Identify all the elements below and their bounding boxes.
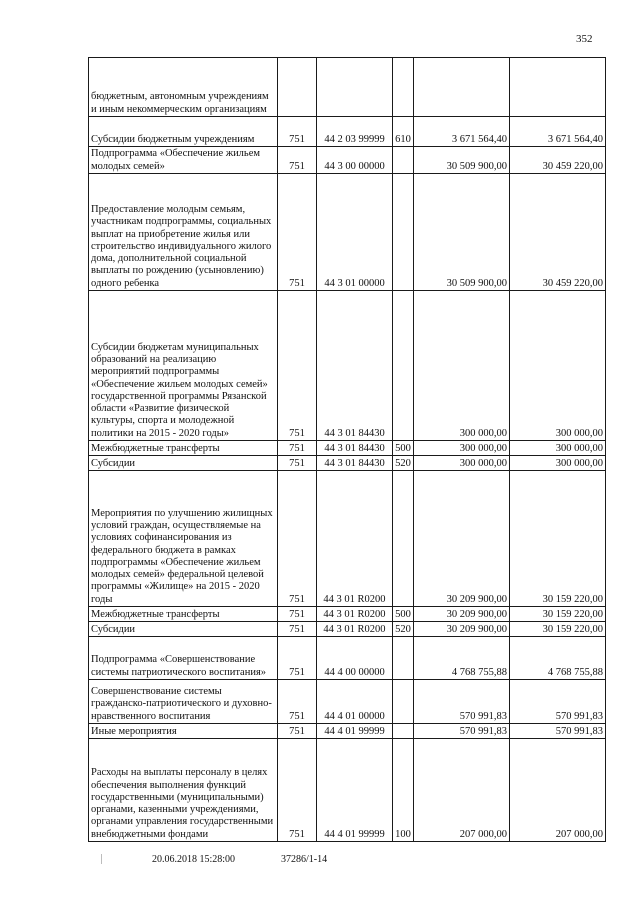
table-row — [89, 607, 606, 622]
row-grbs-cell: 751 — [278, 441, 317, 456]
row-grbs-cell: 751 — [278, 724, 317, 739]
row-csr-cell: 44 3 00 00000 — [317, 147, 393, 174]
row-vr-cell — [393, 174, 414, 291]
row-vr-cell — [393, 58, 414, 117]
row-grbs-cell: 751 — [278, 471, 317, 607]
row-name-cell: Субсидии — [89, 622, 278, 637]
scan-mark — [101, 854, 102, 864]
row-name-cell: Подпрограмма «Обеспечение жильем молодых семей» — [89, 147, 278, 174]
row-amount-year1-cell: 570 991,83 — [414, 724, 510, 739]
table-row — [89, 637, 606, 680]
footer-doc-number: 37286/1-14 — [281, 854, 328, 865]
row-grbs-cell: 751 — [278, 622, 317, 637]
row-amount-year1-cell — [414, 58, 510, 117]
row-amount-year2-cell: 570 991,83 — [510, 680, 606, 724]
row-csr-cell: 44 3 01 R0200 — [317, 622, 393, 637]
budget-table-body — [89, 58, 606, 842]
row-vr-cell: 500 — [393, 607, 414, 622]
row-vr-cell: 100 — [393, 739, 414, 842]
table-row — [89, 724, 606, 739]
row-amount-year1-cell: 30 209 900,00 — [414, 622, 510, 637]
row-csr-cell: 44 4 00 00000 — [317, 637, 393, 680]
row-grbs-cell: 751 — [278, 680, 317, 724]
row-vr-cell — [393, 637, 414, 680]
row-name-cell: Совершенствование системы гражданско-патриотического и духовно-нравственного воспитания — [89, 680, 278, 724]
row-name-cell: Подпрограмма «Совершенствование системы патриотического воспитания» — [89, 637, 278, 680]
row-amount-year2-cell: 30 159 220,00 — [510, 607, 606, 622]
row-grbs-cell: 751 — [278, 291, 317, 441]
row-csr-cell: 44 3 01 84430 — [317, 291, 393, 441]
row-amount-year1-cell: 300 000,00 — [414, 456, 510, 471]
table-row — [89, 441, 606, 456]
row-amount-year2-cell: 570 991,83 — [510, 724, 606, 739]
row-vr-cell: 500 — [393, 441, 414, 456]
table-row — [89, 147, 606, 174]
row-name-cell: Предоставление молодым семьям, участникам подпрограммы, социальных выплат на приобретение жилья или строительство индивидуального жилого дома, дополнительной социальной выплаты по рождению (усыновлению) одного ребенка — [89, 174, 278, 291]
row-csr-cell: 44 2 03 99999 — [317, 117, 393, 147]
row-csr-cell: 44 3 01 R0200 — [317, 471, 393, 607]
row-amount-year2-cell: 30 459 220,00 — [510, 174, 606, 291]
row-grbs-cell: 751 — [278, 117, 317, 147]
row-amount-year2-cell: 300 000,00 — [510, 456, 606, 471]
row-name-cell: Иные мероприятия — [89, 724, 278, 739]
row-csr-cell — [317, 58, 393, 117]
row-name-cell: Субсидии бюджетам муниципальных образований на реализацию мероприятий подпрограммы «Обеспечение жильем молодых семей» государственной программы Рязанской области «Развитие физической культуры, спорта и молодежной политики на 2015 - 2020 годы» — [89, 291, 278, 441]
row-vr-cell — [393, 291, 414, 441]
table-row — [89, 58, 606, 117]
row-vr-cell: 610 — [393, 117, 414, 147]
row-amount-year2-cell: 30 159 220,00 — [510, 471, 606, 607]
row-amount-year2-cell: 207 000,00 — [510, 739, 606, 842]
row-name-cell: Расходы на выплаты персоналу в целях обеспечения выполнения функций государственными (муниципальными) органами, казенными учреждениями, органами управления государственными внебюджетными фондами — [89, 739, 278, 842]
row-amount-year2-cell: 300 000,00 — [510, 291, 606, 441]
row-amount-year2-cell — [510, 58, 606, 117]
row-vr-cell — [393, 471, 414, 607]
row-grbs-cell: 751 — [278, 637, 317, 680]
row-amount-year1-cell: 30 509 900,00 — [414, 174, 510, 291]
row-name-cell: Мероприятия по улучшению жилищных условий граждан, осуществляемые на условиях софинансирования из федерального бюджета в рамках подпрограммы «Обеспечение жильем молодых семей» федеральной целевой программы «Жилище» на 2015 - 2020 годы — [89, 471, 278, 607]
row-vr-cell — [393, 680, 414, 724]
row-amount-year2-cell: 30 159 220,00 — [510, 622, 606, 637]
row-csr-cell: 44 4 01 99999 — [317, 724, 393, 739]
footer-datetime: 20.06.2018 15:28:00 — [152, 854, 236, 865]
table-row — [89, 680, 606, 724]
row-amount-year1-cell: 300 000,00 — [414, 441, 510, 456]
row-csr-cell: 44 4 01 00000 — [317, 680, 393, 724]
row-name-cell: Межбюджетные трансферты — [89, 441, 278, 456]
row-name-cell: Межбюджетные трансферты — [89, 607, 278, 622]
row-name-cell: Субсидии бюджетным учреждениям — [89, 117, 278, 147]
row-vr-cell: 520 — [393, 622, 414, 637]
row-amount-year1-cell: 3 671 564,40 — [414, 117, 510, 147]
page-number: 352 — [576, 33, 593, 45]
row-grbs-cell — [278, 58, 317, 117]
row-grbs-cell: 751 — [278, 456, 317, 471]
row-vr-cell: 520 — [393, 456, 414, 471]
row-grbs-cell: 751 — [278, 174, 317, 291]
budget-table — [88, 57, 606, 842]
row-csr-cell: 44 3 01 84430 — [317, 456, 393, 471]
row-amount-year1-cell: 30 509 900,00 — [414, 147, 510, 174]
row-amount-year2-cell: 3 671 564,40 — [510, 117, 606, 147]
row-csr-cell: 44 3 01 84430 — [317, 441, 393, 456]
table-row — [89, 471, 606, 607]
row-csr-cell: 44 4 01 99999 — [317, 739, 393, 842]
table-row — [89, 174, 606, 291]
row-amount-year2-cell: 4 768 755,88 — [510, 637, 606, 680]
row-grbs-cell: 751 — [278, 147, 317, 174]
row-amount-year1-cell: 300 000,00 — [414, 291, 510, 441]
row-amount-year1-cell: 570 991,83 — [414, 680, 510, 724]
row-vr-cell — [393, 147, 414, 174]
table-row — [89, 622, 606, 637]
row-vr-cell — [393, 724, 414, 739]
row-grbs-cell: 751 — [278, 739, 317, 842]
row-csr-cell: 44 3 01 00000 — [317, 174, 393, 291]
row-amount-year2-cell: 300 000,00 — [510, 441, 606, 456]
row-amount-year1-cell: 30 209 900,00 — [414, 471, 510, 607]
row-amount-year1-cell: 4 768 755,88 — [414, 637, 510, 680]
row-amount-year1-cell: 30 209 900,00 — [414, 607, 510, 622]
table-row — [89, 117, 606, 147]
row-csr-cell: 44 3 01 R0200 — [317, 607, 393, 622]
table-row — [89, 291, 606, 441]
table-row — [89, 739, 606, 842]
row-name-cell: бюджетным, автономным учреждениям и иным некоммерческим организациям — [89, 58, 278, 117]
row-amount-year1-cell: 207 000,00 — [414, 739, 510, 842]
row-amount-year2-cell: 30 459 220,00 — [510, 147, 606, 174]
row-name-cell: Субсидии — [89, 456, 278, 471]
row-grbs-cell: 751 — [278, 607, 317, 622]
table-row — [89, 456, 606, 471]
